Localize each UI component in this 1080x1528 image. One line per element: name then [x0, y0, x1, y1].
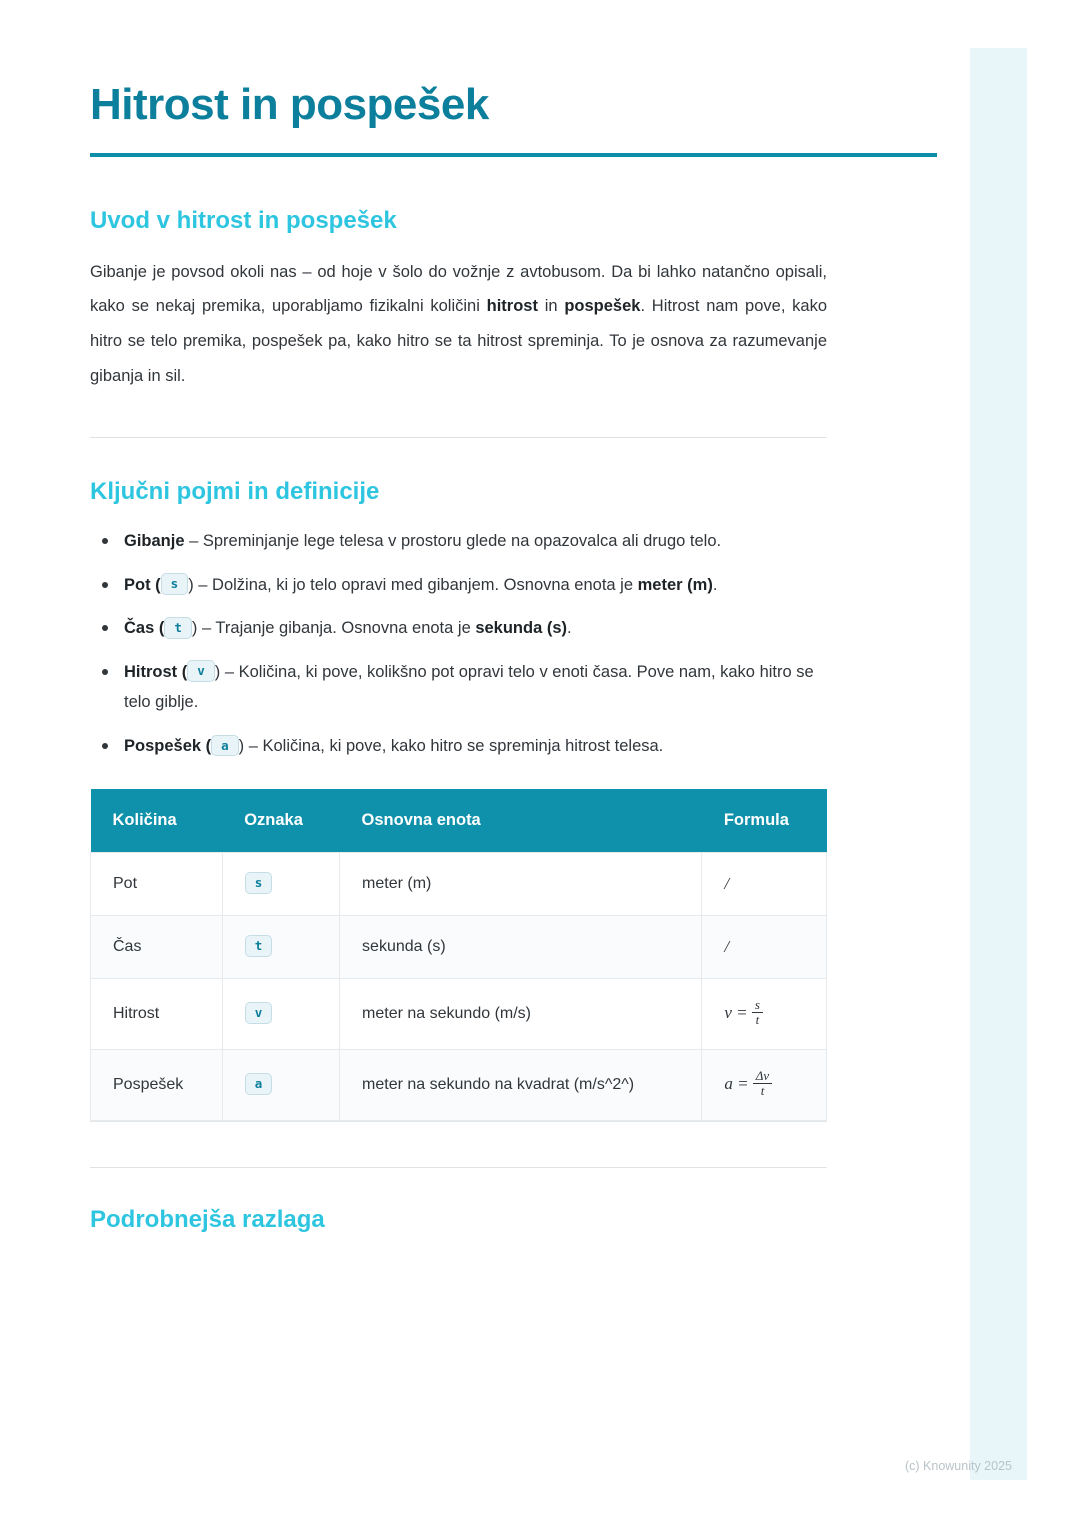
intro-text-3: . Hitrost nam pove, kako hitro se telo premika, pospešek pa, kako hitro se ta hitrost spreminja. To je osnova za razumevanje gibanja in sil.	[90, 297, 827, 385]
term-tail: .	[567, 619, 572, 638]
table-row	[91, 978, 827, 1049]
symbol-badge-t: t	[245, 935, 273, 957]
term-bold-tail: sekunda (s)	[475, 619, 568, 638]
table-row	[91, 853, 827, 916]
term-bold-tail: meter (m)	[637, 575, 713, 594]
term-tail: .	[712, 575, 718, 594]
cell-unit: sekunda (s)	[340, 916, 702, 979]
cell-quantity: Pot	[91, 853, 223, 916]
intro-paragraph	[90, 255, 827, 394]
cell-quantity: Čas	[91, 916, 223, 979]
symbol-badge-a: a	[245, 1073, 273, 1095]
term-text: ) – Dolžina, ki jo telo opravi med gibanjem. Osnovna enota je	[188, 575, 638, 594]
cell-formula	[702, 978, 827, 1049]
section-divider-1	[90, 437, 827, 438]
cell-quantity: Hitrost	[91, 978, 223, 1049]
table-header-quantity: Količina	[91, 789, 223, 853]
list-item	[90, 613, 837, 644]
formula-numerator: s	[754, 996, 760, 1012]
term-label: Pospešek (	[124, 736, 212, 755]
title-divider	[90, 153, 937, 157]
cell-formula: /	[702, 916, 827, 979]
term-text: – Spreminjanje lege telesa v prostoru glede na opazovalca ali drugo telo.	[184, 532, 722, 551]
cell-symbol	[222, 853, 339, 916]
symbol-badge-s: s	[161, 573, 189, 595]
formula-lhs: v =	[724, 1002, 748, 1022]
cell-formula	[702, 1049, 827, 1120]
page-title: Hitrost in pospešek	[90, 80, 489, 129]
formula-fraction	[752, 998, 763, 1028]
table-header-symbol: Oznaka	[222, 789, 339, 853]
table-header-formula: Formula	[702, 789, 827, 853]
term-text: ) – Količina, ki pove, kolikšno pot opravi telo v enoti časa. Pove nam, kako hitro se telo giblje.	[124, 662, 814, 712]
cell-formula: /	[702, 853, 827, 916]
cell-symbol	[222, 978, 339, 1049]
term-text: ) – Trajanje gibanja. Osnovna enota je	[191, 619, 476, 638]
formula-denominator: t	[752, 1012, 763, 1028]
section-heading-intro: Uvod v hitrost in pospešek	[90, 206, 397, 234]
symbol-badge-s: s	[245, 872, 273, 894]
term-label: Čas (	[124, 619, 165, 638]
list-item	[90, 657, 837, 718]
section-heading-terms: Ključni pojmi in definicije	[90, 478, 380, 506]
section-heading-detail: Podrobnejša razlaga	[90, 1205, 325, 1233]
table-row	[91, 1049, 827, 1120]
intro-text-2: in	[537, 297, 565, 316]
table-row	[91, 916, 827, 979]
right-margin-strip	[970, 48, 1027, 1480]
symbol-badge-t: t	[164, 617, 192, 639]
term-text: ) – Količina, ki pove, kako hitro se spreminja hitrost telesa.	[238, 736, 664, 755]
cell-symbol	[222, 1049, 339, 1120]
formula-numerator: Δv	[755, 1067, 770, 1083]
table-body	[91, 853, 827, 1121]
table-header-row	[91, 789, 827, 853]
formula-lhs: a =	[724, 1073, 749, 1093]
table-head	[91, 789, 827, 853]
cell-symbol	[222, 916, 339, 979]
symbol-badge-v: v	[187, 660, 215, 682]
document-content	[90, 80, 837, 1254]
term-label: Pot (	[124, 575, 161, 594]
formula-denominator: t	[753, 1083, 772, 1099]
cell-unit: meter na sekundo (m/s)	[340, 978, 702, 1049]
quantities-table-wrapper	[90, 789, 827, 1121]
cell-quantity: Pospešek	[91, 1049, 223, 1120]
table-header-unit: Osnovna enota	[340, 789, 702, 853]
cell-unit: meter na sekundo na kvadrat (m/s^2^)	[340, 1049, 702, 1120]
quantities-table	[90, 789, 827, 1121]
watermark: (c) Knowunity 2025	[904, 1459, 1012, 1473]
list-item	[90, 731, 837, 762]
cell-unit: meter (m)	[340, 853, 702, 916]
intro-bold-hitrost: hitrost	[486, 297, 538, 316]
list-item	[90, 570, 837, 601]
formula-fraction	[753, 1069, 772, 1099]
intro-bold-pospesek: pospešek	[564, 297, 641, 316]
terms-list	[90, 526, 837, 761]
list-item	[90, 526, 837, 557]
section-divider-2	[90, 1167, 827, 1168]
term-label: Gibanje	[124, 532, 185, 551]
intro-text-1: Gibanje je povsod okoli nas – od hoje v šolo do vožnje z avtobusom. Da bi lahko natančno opisali, kako se nekaj premika, uporabljamo fizikalni količini	[90, 262, 827, 316]
term-label: Hitrost (	[124, 662, 188, 681]
symbol-badge-v: v	[245, 1002, 273, 1024]
symbol-badge-a: a	[211, 735, 239, 757]
